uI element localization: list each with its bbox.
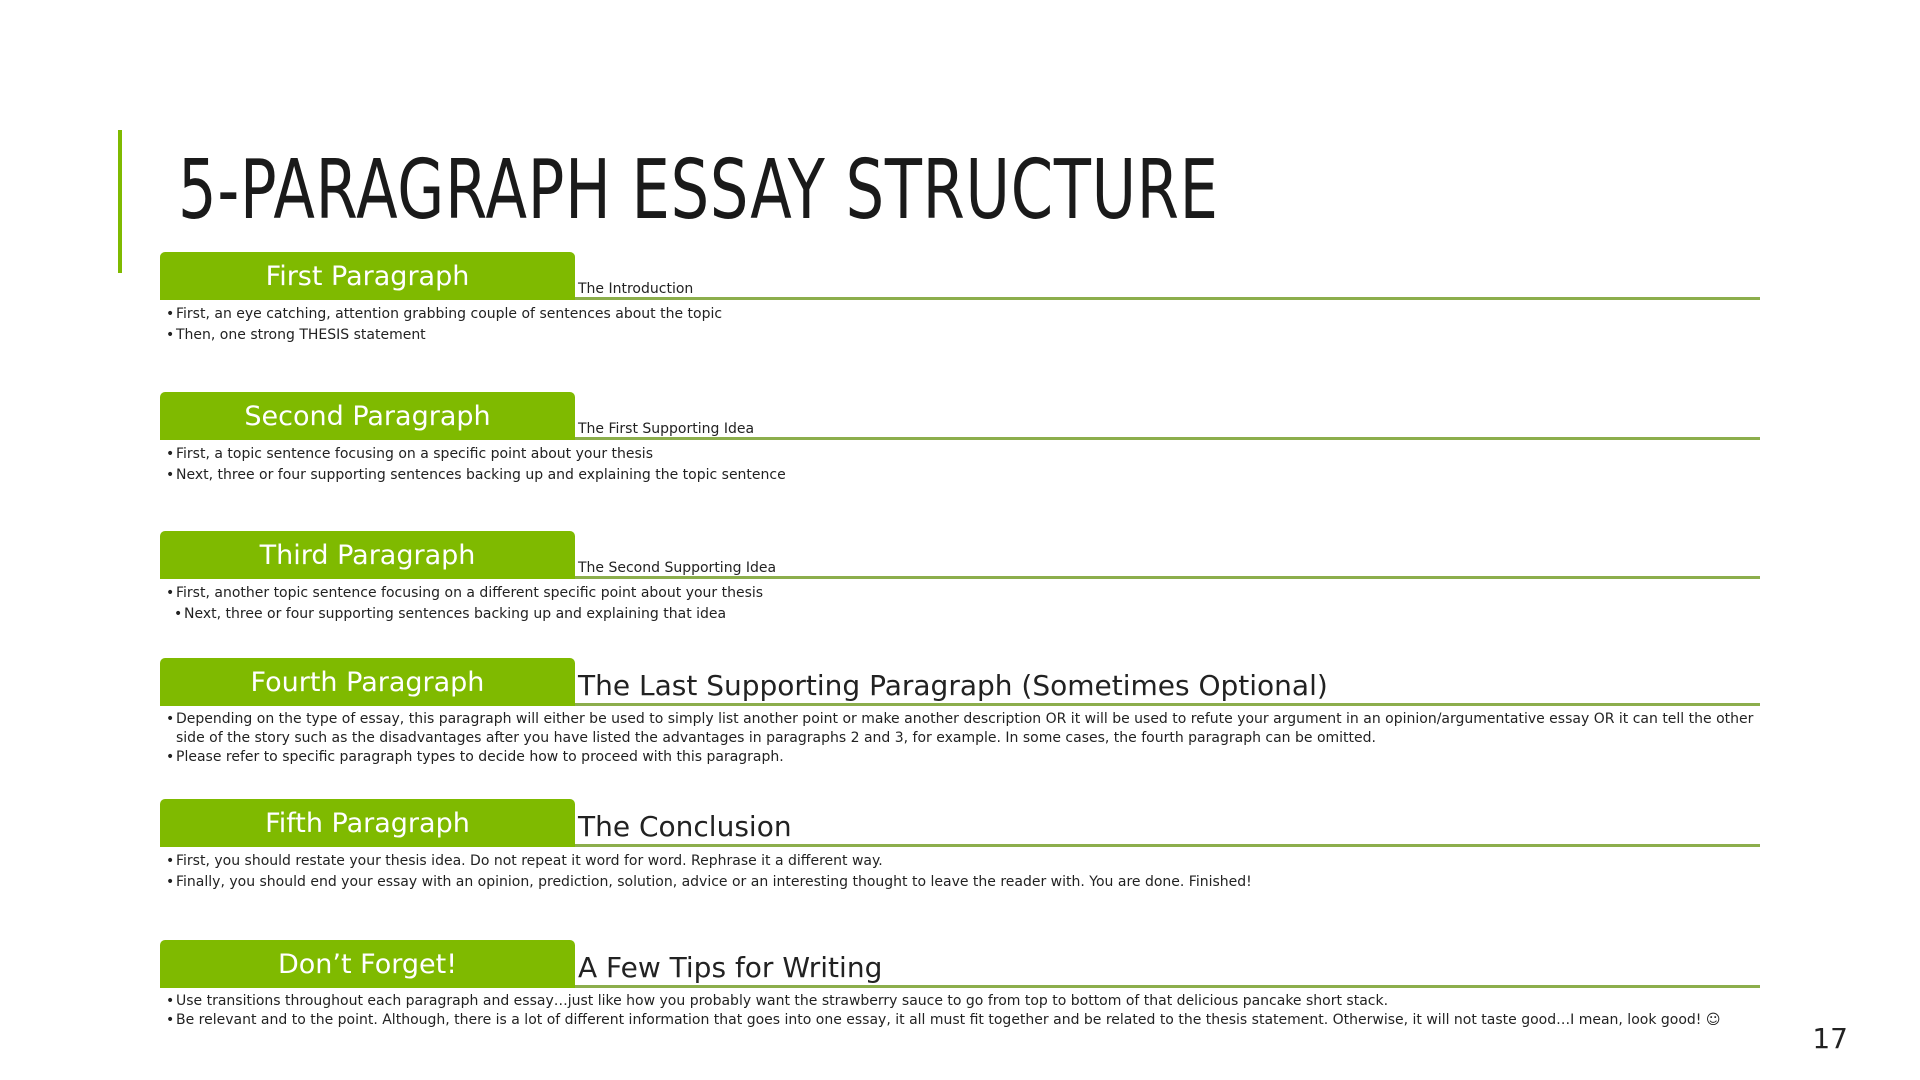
bullet-item: • Next, three or four supporting sentences backing up and explaining that idea — [174, 604, 1760, 625]
section-subtitle: The Conclusion — [578, 810, 792, 843]
section-tab: Third Paragraph — [160, 531, 575, 579]
section-header — [160, 658, 1760, 706]
bullet-list — [160, 300, 1760, 346]
section-dont-forget — [160, 940, 1760, 1030]
section-tab: Don’t Forget! — [160, 940, 575, 988]
section-header — [160, 252, 1760, 300]
bullet-item: • First, a topic sentence focusing on a specific point about your thesis — [166, 444, 1760, 465]
section-divider — [575, 703, 1760, 706]
bullet-list — [160, 706, 1760, 767]
bullet-item: • Depending on the type of essay, this paragraph will either be used to simply list another point or make another description OR it will be used to refute your argument in an opinion/argumentative essay OR it can tell the other side of the story such as the disadvantages after you have listed the advantages in paragraphs 2 and 3, for example. In some cases, the fourth paragraph can be omitted. — [166, 710, 1760, 748]
slide-title: 5-PARAGRAPH ESSAY STRUCTURE — [178, 143, 1219, 238]
section-subtitle: A Few Tips for Writing — [578, 951, 883, 984]
bullet-item: • Then, one strong THESIS statement — [166, 325, 1760, 346]
section-subtitle: The Introduction — [578, 281, 694, 297]
bullet-list — [160, 579, 1760, 625]
bullet-list — [160, 988, 1760, 1030]
section-subtitle: The First Supporting Idea — [578, 421, 755, 437]
section-header — [160, 531, 1760, 579]
bullet-item: • First, you should restate your thesis idea. Do not repeat it word for word. Rephrase it a different way. — [166, 851, 1760, 872]
bullet-list — [160, 440, 1760, 486]
bullet-item: • First, another topic sentence focusing on a different specific point about your thesis — [166, 583, 1760, 604]
bullet-item: • Use transitions throughout each paragraph and essay…just like how you probably want the strawberry sauce to go from top to bottom of that delicious pancake short stack. — [166, 992, 1760, 1011]
section-divider — [575, 985, 1760, 988]
section-header — [160, 392, 1760, 440]
section-subtitle: The Second Supporting Idea — [578, 560, 777, 576]
section-tab: Fourth Paragraph — [160, 658, 575, 706]
section-second-paragraph — [160, 392, 1760, 486]
page-number: 17 — [1812, 1022, 1848, 1055]
bullet-item: • Next, three or four supporting sentences backing up and explaining the topic sentence — [166, 465, 1760, 486]
section-tab: Second Paragraph — [160, 392, 575, 440]
section-subtitle: The Last Supporting Paragraph (Sometimes Optional) — [578, 669, 1328, 702]
section-tab: First Paragraph — [160, 252, 575, 300]
section-fifth-paragraph — [160, 799, 1760, 893]
bullet-item: • Finally, you should end your essay with an opinion, prediction, solution, advice or an interesting thought to leave the reader with. You are done. Finished! — [166, 872, 1760, 893]
accent-bar — [118, 130, 122, 273]
section-divider — [575, 297, 1760, 300]
section-fourth-paragraph — [160, 658, 1760, 767]
bullet-item: • Please refer to specific paragraph types to decide how to proceed with this paragraph. — [166, 748, 1760, 767]
section-third-paragraph — [160, 531, 1760, 625]
section-tab: Fifth Paragraph — [160, 799, 575, 847]
section-header — [160, 799, 1760, 847]
section-divider — [575, 844, 1760, 847]
section-first-paragraph — [160, 252, 1760, 346]
bullet-list — [160, 847, 1760, 893]
section-header — [160, 940, 1760, 988]
bullet-item: • Be relevant and to the point. Although, there is a lot of different information that goes into one essay, it all must fit together and be related to the thesis statement. Otherwise, it will not taste good…I mean, look good! ☺ — [166, 1011, 1760, 1030]
section-divider — [575, 437, 1760, 440]
section-divider — [575, 576, 1760, 579]
bullet-item: • First, an eye catching, attention grabbing couple of sentences about the topic — [166, 304, 1760, 325]
